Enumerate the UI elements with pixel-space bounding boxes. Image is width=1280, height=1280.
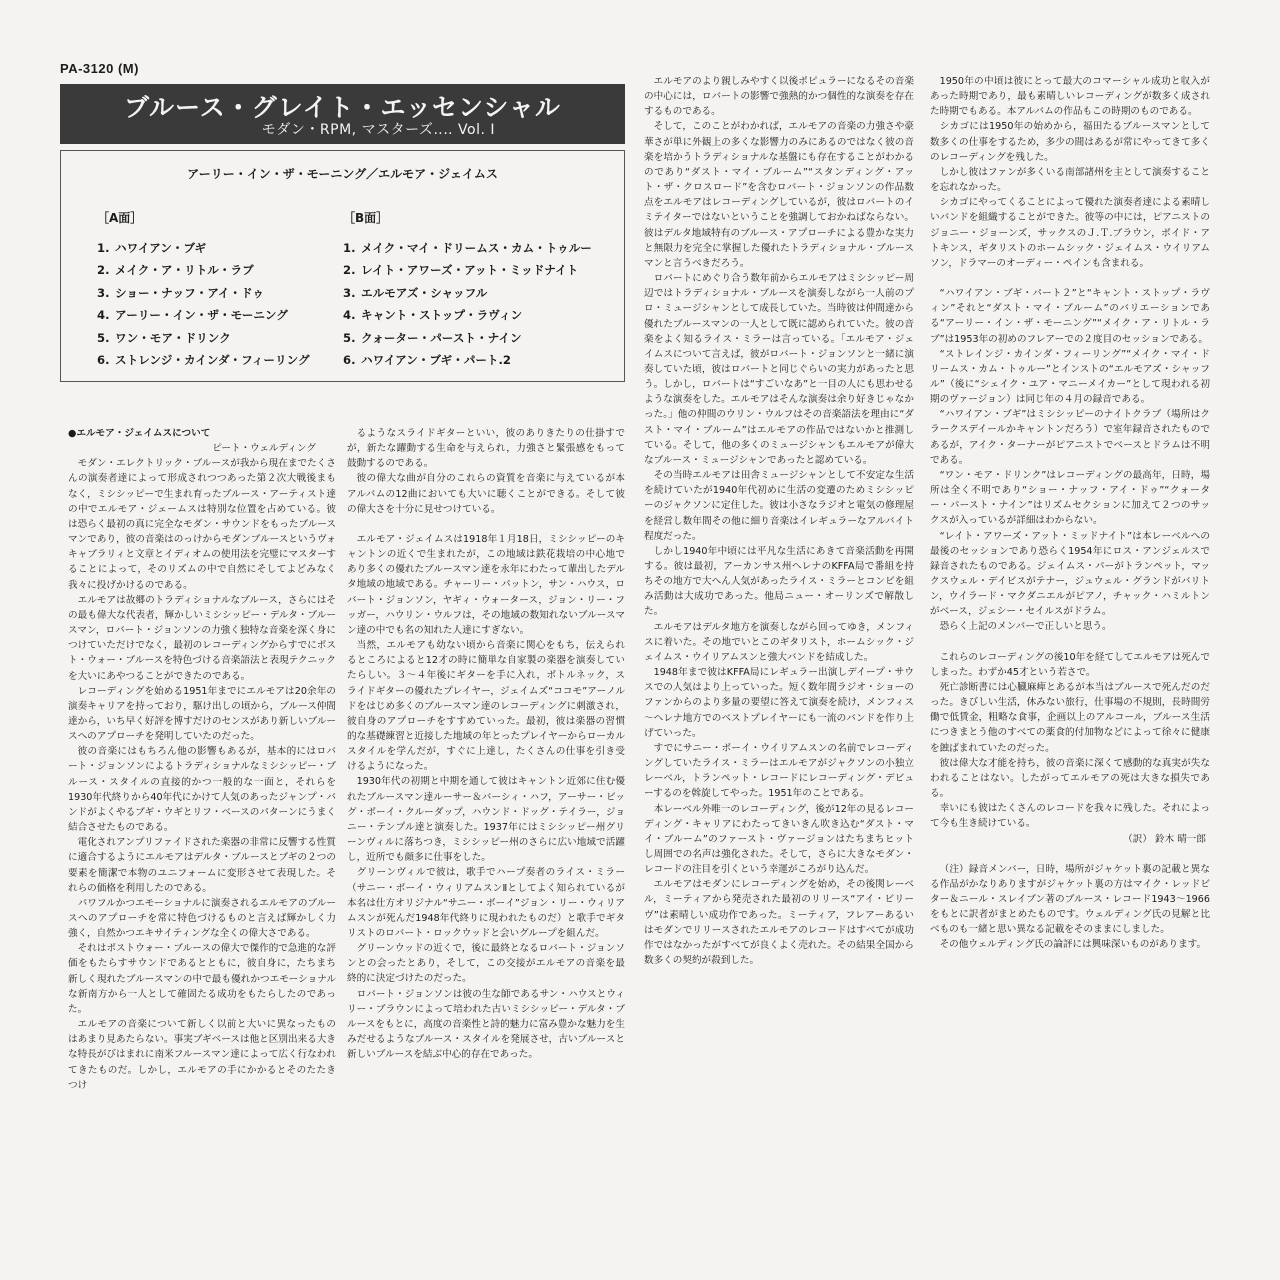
liner-paragraph: モダン・エレクトリック・ブルースが我から現在までたくさんの演奏者達によって形成されつつあった第２次大戦後まもなく，ミシシッピーで生まれ育ったブルース・アーティスト達の中でエルモア・ジェームスは特別な位置を占めている。彼は恐らく最初の真に完全なモダン・サウンドをもったブルースマンであり，彼の音楽はのっけからモダンブルースというヴォキャブラリィと文章とイディオムの使用法を完璧にマスターすることによって，そのリズムの中で自然にそしてよどみなく我々に投げかけるのである。 xyxy=(68,458,336,591)
liner-paragraph: ロバートにめぐり合う数年前からエルモアはミシシッピー周辺ではトラディショナル・ブルースを演奏しながら一人前のプロ・ミュージシャンとして成長していた。当時彼は仲間達から優れたブルースマンの一人として既に認められていた。彼の音楽をよく知るライス・ミラーは言っている。「エルモア・ジェイムスについて言えば，彼がロバート・ジョンソンと一緒に演奏していた頃，彼はロバートと同じぐらいの実力があったと思う。しかし，ロバートは“すごいなあ”と一目の人にも思わせるような演奏をした。エルモアはそんな演奏は余り好きじゃなかった。」他の仲間のウリン・ウルフはその音楽語法を理由に“ダスト・マイ・ブルーム”はエルモアの作品ではないかと推測している。そして，他の多くのミュージシャンもエルモアが偉大なブルース・ミュージシャンであったと認めている。 xyxy=(644,273,914,466)
track-number: 1. xyxy=(97,241,110,255)
side-a-tracks xyxy=(97,240,352,374)
track-number: 6. xyxy=(343,352,356,367)
tracklist-box xyxy=(60,150,625,382)
side-a-label: ［A面］ xyxy=(97,211,143,225)
liner-paragraph: すでにサニー・ボーイ・ウイリアムスンの名前でレコーディングしていたライス・ミラーはエルモアがジャクソンの小独立レーベル，トランペット・レコードにレコーディング・デビューするのを斡旋してやった。1951年のことである。 xyxy=(644,742,914,800)
side-b-label: ［B面］ xyxy=(343,211,389,225)
track-number: 6. xyxy=(97,352,110,367)
track-number: 2. xyxy=(343,263,356,278)
track-title: ショー・ナッフ・アイ・ドゥ xyxy=(115,285,264,300)
track-item xyxy=(343,262,598,284)
track-item xyxy=(343,330,598,352)
liner-paragraph: エルモアはデルタ地方を演奏しながら回ってゆき，メンフィスに着いた。その地でいとこのギタリスト，ホームシック・ジェイムス・ウイリアムスンと強大バンドを結成した。 xyxy=(644,621,914,663)
track-item xyxy=(97,262,352,284)
liner-paragraph: 彼の偉大な曲が自分のこれらの資質を音楽に与えているが本アルバムの12曲においても大いに聴くことができる。そして彼の偉大さを十分に見せつけている。 xyxy=(347,473,625,515)
liner-paragraph: 彼は偉大な才能を持ち，彼の音楽に深くて感動的な真実が失なわれることはない。したがってエルモアの死は大きな損失である。 xyxy=(930,757,1210,800)
liner-notes-author: ピート・ウェルディング xyxy=(212,443,316,455)
liner-paragraph: シカゴにやってくることによって優れた演奏者達による素晴しいバンドを組織することができた。彼等の中には，ピアニストのジョニー・ジョーンズ，サックスのＪ.Ｔ.ブラウン，ボイド・アトキンス，ギタリストのホームシック・ジェイムス・ウイリアムソン，ドラマーのオーディー・ペインも含まれる。 xyxy=(930,197,1210,269)
liner-paragraph: 恐らく上記のメンバーで正しいと思う。 xyxy=(939,621,1112,633)
liner-notes-heading: ●エルモア・ジェイムスについて xyxy=(68,428,211,439)
liner-paragraph: エルモア・ジェイムスは1918年１月18日，ミシシッピーのキャントンの近くで生まれたが，この地域は鉄花栽培の中心地であり多くの優れたブルースマン達を永年にわたって輩出したデルタ地域の地域である。チャーリー・パットン，サン・ハウス，ロバート・ジョンソン，ヤギィ・ウォータース，ジョン・リー・フッガー，ハウリン・ウルフは，その地域の数知れないブルースマン達の中でも名の知れた人達にすぎない。 xyxy=(347,533,625,636)
liner-paragraph: 死亡診断書には心臓麻痺とあるが本当はブルースで死んだのだった。きびしい生活，休みない旅行，仕事場の不規則，長時間労働で低賃金，粗略な食事，企画以上のアルコール，ブルース生活につきまとう他のすべての薬食的付加物などによって徐々に健康を蝕ばまれていたのだった。 xyxy=(930,681,1210,754)
track-item xyxy=(343,285,598,307)
side-b-tracks xyxy=(343,240,598,374)
track-number: 4. xyxy=(343,308,356,323)
liner-paragraph: しかし1940年中頃には平凡な生活にあきて音楽活動を再開する。彼は最初，アーカンサス州ヘレナのKFFA局で番組を持ちその地方で大へん人気があったライス・ミラーとコンビを組み活動は大成功であった。他局ニュー・オーリンズで解散した。 xyxy=(644,545,914,618)
liner-paragraph: “ハワイアン・ブギ”はミシシッピーのナイトクラブ（場所はクラークスデイールかキャントンだろう）で室年録音されたものであるが，アイク・ターナーがピアニストでベースとドラムは不明である。 xyxy=(930,409,1210,466)
track-number: 1. xyxy=(343,241,356,255)
liner-notes-column-3 xyxy=(644,74,914,1244)
catalog-number: PA-3120 (M) xyxy=(60,61,139,76)
liner-notes-column-1 xyxy=(68,426,336,1241)
liner-paragraph: そして，このことがわかれば，エルモアの音楽の力強さや豪華さが単に外観上の多くな影響力のみにあるのではなく彼の音楽を培かうトラディショナルな基盤にも存在することがわかるのであり“ダスト・マイ・ブルーム”“スタンディング・アット・ザ・クロスロード”を含むロバート・ジョンソンの作品数点をエルモアはレコーディングしているが，彼はロバートのイミテイターではないということを強調しておかねばならない。彼はデルタ地域特有のブルース・アプローチによる豊かな実力と無限力を完全に掌握した優れたトラディショナル・ブルースマンと言うべきだろう。 xyxy=(644,121,914,269)
track-title: ハワイアン・ブギ xyxy=(115,241,207,255)
track-item xyxy=(343,240,598,262)
liner-paragraph: 本レーベル外唯一のレコーディング，後が12年の見るレコーディング・キャリアにわたってきいきん吹き込む“ダスト・マイ・ブルーム”のファースト・ヴァージョンはたちまちヒットし周囲での名声は強化された。そして，さらに大きなモダン・レコードの注目を引くという幸運がころがり込んだ。 xyxy=(644,803,914,876)
liner-paragraph: その当時エルモアは田舎ミュージシャンとして不安定な生活を続けていたが1940年代初めに生活の変遷のためミシシッピーのジャクソンに定住した。彼は小さなラジオと電気の修理屋を経営し数年間その他に細り音楽はイレギュラーなアルバイト程度だった。 xyxy=(644,470,914,542)
track-item xyxy=(97,307,352,329)
liner-paragraph: グリーンヴィルで彼は，歌手でハープ奏者のライス・ミラー（サニー・ボーイ・ウィリアムスンⅡとしてよく知られているが本名は仕方オリジナル“サニー・ボーイ”ジョン・リー・ウィリアムスンが死んだ1948年代終りに現われたものだ）と歌手でギタリストのロバート・ロックウッドと会いグループを組んだ。 xyxy=(347,867,625,939)
track-number: 3. xyxy=(97,285,110,300)
track-title: ワン・モア・ドリンク xyxy=(115,330,231,345)
liner-paragraph: “ストレインジ・カインダ・フィーリング”“メイク・マイ・ドリームス・カム・トゥルー”とインストの“エルモアズ・シャッフル”（後に“シェイク・ユア・マニーメイカー”として現われる初期のヴァージョン）は同じ年の４月の録音である。 xyxy=(930,348,1210,406)
liner-paragraph: これらのレコーディングの後10年を経てしてエルモアは死んでしまった。わずか45才という若さで。 xyxy=(930,651,1210,678)
track-title: クォーター・パースト・ナイン xyxy=(361,330,522,345)
liner-paragraph: シカゴには1950年の始めから，福田たるブルースマンとして数多くの仕事をするため，多少の間はあるが常にやってきて多くのレコーディングを残した。 xyxy=(930,121,1210,163)
album-title: アーリー・イン・ザ・モーニング／エルモア・ジェイムス xyxy=(187,167,498,181)
track-title: メイク・ア・リトル・ラブ xyxy=(115,263,254,278)
track-item xyxy=(343,352,598,374)
side-a xyxy=(97,209,352,374)
liner-paragraph: 1930年代の初期と中期を通して彼はキャントン近郊に住む優れたブルースマン達ルーサー＆バーシィ・ハフ，アーサー・ビッグ・ボーイ・クルーダップ，ハウンド・ドッグ・テイラー，ジョニー・テンプル達と演奏した。1937年にはミシシッピー州グリーンヴィルに落ちつき，ミシシッピー州のさらに広い地域で活躍し，近所でも顔多に仕事をした。 xyxy=(347,776,625,864)
album-series-title: ブルース・グレイト・エッセンシャル xyxy=(124,93,561,122)
track-title: キャント・ストップ・ラヴィン xyxy=(361,308,523,323)
liner-paragraph: レコーディングを始める1951年までにエルモアは20余年の演奏キャリアを持っており，駆け出しの頃から，ブルース仲間達から，いち早く好評を博すだけのセンスがあり新しいブルースへのアプローチを発明していたのだった。 xyxy=(68,685,336,743)
liner-paragraph: “ワン・モア・ドリンク”はレコーディングの最高年，日時，場所は全く不明であり“ショー・ナッフ・アイ・ドゥ”“クォーター・パースト・ナイン”はリズムセクションに加えて２つのサックスが入っているが詳細はわからない。 xyxy=(930,469,1210,527)
liner-paragraph: エルモアのより親しみやすく以後ポピュラーになるその音楽の中心には，ロバートの影響で強熱的かつ個性的な演奏を存在するものである。 xyxy=(644,76,914,118)
liner-paragraph: （注）録音メンバー，日時，場所がジャケット裏の記載と異なる作品がかなりありますがジャケット裏の方はマイク・レッドビター＆ニール・スレイブン著のブルース・レコード1943～1966をもとに訳者がまとめたものです。ウェルディング氏の見解と比べものも一緒と思い異なる記載をそのままにしました。 xyxy=(930,863,1210,936)
track-item xyxy=(97,330,352,352)
track-number: 3. xyxy=(343,285,356,300)
liner-paragraph: その他ウェルディング氏の論評には興味深いものがあります。 xyxy=(939,939,1207,951)
track-title: メイク・マイ・ドリームス・カム・トゥルー xyxy=(361,241,592,255)
track-number: 5. xyxy=(97,330,110,345)
liner-paragraph: ロバート・ジョンソンは彼の生な師であるサン・ハウスとウィリー・ブラウンによって培われた古いミシシッピー・デルタ・ブルースをもとに，高度の音楽性と詩的魅力に富み豊かな魅力を生みだせるようなブルース・スタイルを発展させ，古いブルースと新しいブルースを結ぶ中心的存在であった。 xyxy=(347,988,625,1061)
track-item xyxy=(97,352,352,374)
track-item xyxy=(97,285,352,307)
track-title: ハワイアン・ブギ・パート.2 xyxy=(361,352,511,367)
album-series-subtitle: モダン・RPM, マスターズ‥‥ Vol. I xyxy=(261,122,495,138)
liner-paragraph: パワフルかつエモーショナルに演奏されるエルモアのブルースへのアプローチを常に特色づけるものと言えば輝かしく力強く，自然かつエキサイティングな全くの偉大さである。 xyxy=(68,897,336,940)
track-item xyxy=(97,240,352,262)
track-title: レイト・アワーズ・アット・ミッドナイト xyxy=(361,263,579,278)
track-number: 2. xyxy=(97,263,110,278)
liner-paragraph: “レイト・アワーズ・アット・ミッドナイト”は本レーベルへの最後のセッションであり恐らく1954年にロス・アンジェルスで録音されたものである。ジェイムス・パーがトランペット，マックスウェル・デイビスがテナー，ジュウェル・グランドがバリトン，ウイラード・マクダニエルがピアノ，チャック・ハミルトンがベース，ジェシー・セイルスがドラム。 xyxy=(930,530,1210,618)
track-item xyxy=(343,307,598,329)
liner-paragraph: “ハワイアン・ブギ・パート２”と“キャント・ストップ・ラヴィン”それと“ダスト・マイ・ブルーム”のバリエーションである“アーリー・イン・ザ・モーニング”“メイク・ア・リトル・ラブ”は1953年の初めのフレアーでの２度目のセッションである。 xyxy=(930,288,1210,345)
liner-paragraph: グリーンウッドの近くで，後に最終となるロバート・ジョンソンとの会ったとあり，そして，この交接がエルモアの音楽を最終的に決定づけたのだった。 xyxy=(347,943,625,985)
title-banner xyxy=(60,84,625,144)
liner-notes-column-4 xyxy=(930,74,1210,1224)
liner-paragraph: 電化されアンプリファイドされた楽器の非常に反響する性質に適合するようにエルモアはデルタ・ブルースとブギの２つの要素を簡潔で本物のユニフォームに変形させて表現した。それらの価格を利用したのである。 xyxy=(68,837,336,894)
track-title: ストレンジ・カインダ・フィーリング xyxy=(115,352,310,367)
liner-paragraph: 1950年の中頃は彼にとって最大のコマーシャル成功と収入があった時期であり，最も素晴しいレコーディングが数多く成された時期でもある。本アルバムの作品もこの時期のものである。 xyxy=(930,76,1210,118)
liner-paragraph: それはポストウォー・ブルースの偉大で傑作的で急進的な評価をもたらすサウンドであるとともに，彼自身に，たちまち新しく現れたブルースマンの中で最も優れかつエモーショナルな新南方から一人として確固たる成功をもたらしたのであった。 xyxy=(68,943,336,1015)
liner-paragraph: エルモアは故郷のトラディショナルなブルース，さらにはその最も偉大な代表者，輝かしいミシシッピー・デルタ・ブルースマン，ロバート・ジョンソンの力強く独特な音楽を深く身につけていただけでなく，最初のレコーディングからすでにポスト・ウォー・ブルースを特色づける音楽語法と表現テクニックを大いにあやつることができたのである。 xyxy=(68,594,336,682)
track-title: アーリー・イン・ザ・モーニング xyxy=(115,308,288,323)
side-b xyxy=(343,209,598,374)
liner-paragraph: るようなスライドギターといい，彼のありきたりの仕掛すでが，新たな躍動する生命を与えられ，力強さと緊張感をもって鼓動するのである。 xyxy=(347,428,625,470)
liner-paragraph: 当然，エルモアも幼ない頃から音楽に関心をもち，伝えられるところによると12才の時に簡単な自家製の楽器を演奏していたらしい。３～４年後にギターを手に入れ，ボトルネック，スライドギターの優れたプレイヤー，ジェイムズ“ココモ”アーノルドをはじめ多くのブルースマン達のレコーディングに刺激され，彼自身のアプローチをすすめていった。最初，彼は楽器の習慣的な基礎練習と近接した地域の年とったプレイヤーからローカルスタイルを学んだが，すぐに上達し，たくさんの仕事を引き受けるようになった。 xyxy=(347,640,625,773)
liner-paragraph: 幸いにも彼はたくさんのレコードを我々に残した。それによって今も生き続けている。 xyxy=(930,803,1210,830)
liner-paragraph: しかし彼はファンが多くいる南部諸州を主として演奏することを忘れなかった。 xyxy=(930,166,1210,194)
liner-notes-column-2 xyxy=(347,426,625,1241)
liner-paragraph: エルモアの音楽について新しく以前と大いに異なったものはあまり見あたらない。事実ブギベースは他と区別出来る大きな特長がびはまれに南米フルースマン達によって広く行なわれてきたものだ。しかし，エルモアの手にかかるとそのたたきつけ xyxy=(68,1019,336,1091)
liner-paragraph: エルモアはモダンにレコーディングを始め，その後関レーベル，ミーティアから発売された最初のリリース“アイ・ビリーヴ”は素晴しい成功作であった。ミーティア，フレアーあるいはモダンでリリースされたエルモアのレコードはすべてが成功作ではなかったがすべてが良くよく売れた。その結果全国から数多くの契約が殺到した。 xyxy=(644,879,914,967)
track-title: エルモアズ・シャッフル xyxy=(361,285,488,300)
liner-paragraph: （訳） 鈴木 晴一郎 xyxy=(1123,833,1206,845)
track-number: 5. xyxy=(343,330,356,345)
liner-paragraph: 1948年まで彼はKFFA局にレギュラー出演しデイープ・サウスでの人気はより上っていった。短く数年間ラジオ・ショーのファンからのより多量の要望に答えて演奏を続け，メンフィス～ヘレナ地方でのベストプレイヤーにも一流のバンドを作り上げていった。 xyxy=(644,667,914,739)
liner-paragraph: 彼の音楽にはもちろん他の影響もあるが，基本的にはロバート・ジョンソンによるトラディショナルなミシシッピー・ブルース・スタイルの直接的かつ一般的な一面と，それらを1930年代終りから40年代にかけて人気のあったジャンプ・バンドがよくやるブギ・ウギとリフ・ベースのパターンにうまく結合させたものである。 xyxy=(68,746,336,834)
track-number: 4. xyxy=(97,308,110,323)
